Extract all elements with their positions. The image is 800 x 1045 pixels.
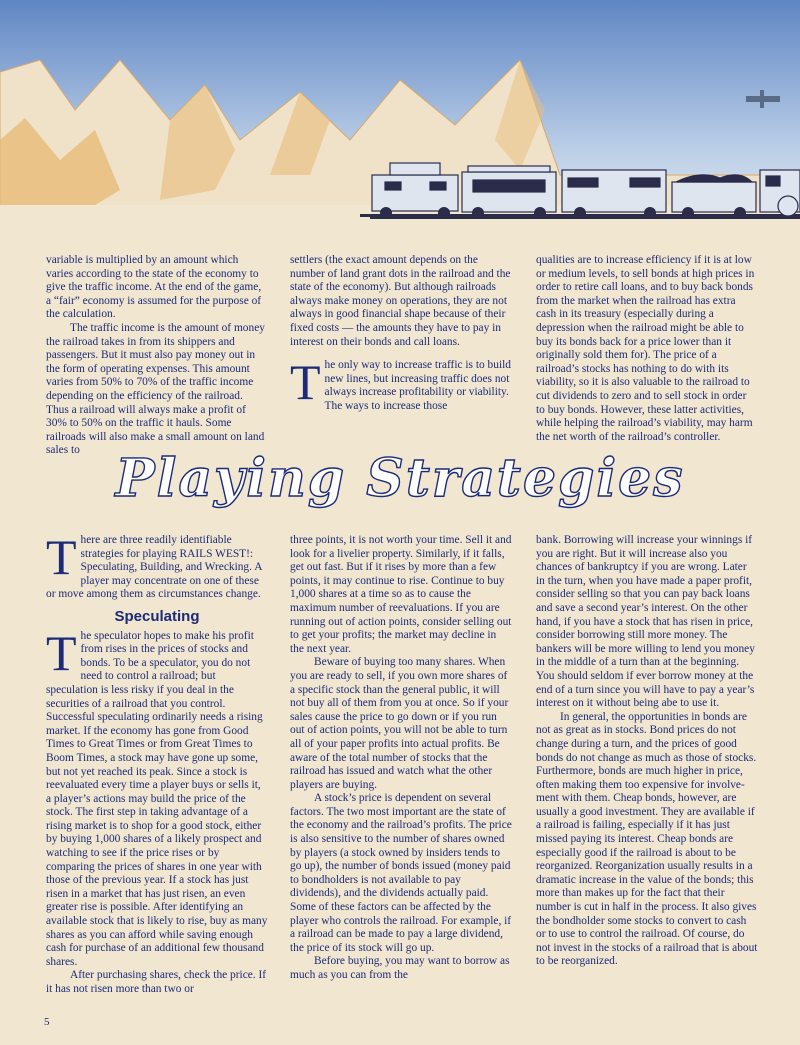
paragraph: In general, the opportunities in bonds are not as great as in stocks. Bond prices do not change during a turn, and the prices of good bonds do not change as much as those of stocks. Furthermore, bonds are much higher in price, often making them too expensive for involve-ment with them. Cheap bonds, however, are usually a good investment. They are available if a railroad is failing, especially if it has just missed paying its interest. Cheap bonds are especially good if the railroad is about to be reorganized. Reorganization usually results in a dramatic increase in the value of the bonds; this more than makes up for the fact that their number is cut in half in the process. It also gives the bondholder some stocks to convert to cash or to use to control the railroad. Of course, do not invest in the stocks of a railroad that is about to be reorganized. bbox=[536, 710, 758, 968]
passenger-car bbox=[462, 166, 556, 212]
paragraph: Before buying, you may want to borrow as much as you can from the bbox=[290, 955, 510, 981]
paragraph: three points, it is not worth your time. Sell it and look for a livelier property. Similarly, if it falls, get out fast. But if it rises by more than a few points, it may continue to rise. Continue to buy 1,000 shares at a time so as to cause the maximum number of reevaluations. If you are running out of action points, consider selling out to get your profits; the market may decline in the next year. bbox=[290, 534, 512, 655]
paragraph: Beware of buying too many shares. When you are ready to sell, if you own more shares of a specific stock than the general public, it will not buy all of them from you at once. So if your sales cause the price to go down or if you run out of action points, you will not be able to turn all of your paper profits into actual profits. Be aware of the total number of stocks that the railroad has issued and watch what the other players are buying. bbox=[290, 656, 509, 791]
paragraph: The speculator hopes to make his profit from rises in the prices of stocks and bonds. To be a speculator, you do not need to control a railroad; but speculation is less risky if you deal in the securities of a railroad that you control. Successful speculating ordinarily needs a rising market. If the economy has gone from Good Times to Great Times or from Great Times to Boom Times, a stock may have gone up some, but not yet reached its peak. Since a stock is reevaluated every time a player buys or sells it, a player’s actions may build the price of the stock. The first step in taking advantage of a rising market is to shop for a good stock, either by buying 1,000 shares of a likely prospect and watching to see if the price rises or by comparing the prices of shares in one year with those of the previous year. If a stock has just risen in a market that has just risen, an even greater rise is possible. After identifying an available stock that is likely to rise, buy as many shares as you can afford while saving enough cash for purchase of an additional few thousand shares. bbox=[46, 624, 268, 968]
top-column-1 bbox=[46, 254, 268, 458]
top-column-3 bbox=[536, 254, 758, 444]
box-car bbox=[562, 170, 666, 212]
bottom-column-1 bbox=[46, 529, 268, 997]
coal-car bbox=[672, 175, 756, 212]
bottom-column-3 bbox=[536, 534, 758, 969]
locomotive bbox=[760, 170, 800, 216]
page-number: 5 bbox=[44, 1016, 50, 1028]
paragraph: The only way to increase traffic is to build new lines, but increasing traffic does not always increase profitability or viability. The ways to increase those bbox=[290, 354, 511, 412]
drop-cap: T bbox=[290, 354, 321, 411]
train-mountain-illustration bbox=[0, 0, 800, 245]
drop-cap: T bbox=[46, 529, 77, 585]
intro-paragraph: There are three readily identifiable strategies for playing RAILS WEST!: Speculating, Building, and Wrecking. A player may concentrate on one of these or move among them as circumstances change. bbox=[46, 529, 262, 601]
paragraph: A stock’s price is dependent on several factors. The two most important are the state of the economy and the railroad’s profits. The price is also sensitive to the number of shares owned by players (a stock owned by insiders tends to go up), the number of bonds issued (money paid to bondholders is not available to pay dividends), and the dividends actually paid. Some of these factors can be affected by the player who controls the railroad. For example, if a railroad can be made to pay a large dividend, the price of its stock will go up. bbox=[290, 792, 512, 954]
drop-cap: T bbox=[46, 624, 77, 681]
paragraph: qualities are to increase efficiency if it is at low or medium levels, to sell bonds at high prices in order to retire call loans, and to buy back bonds from the market when the railroad has extra cash in its treasury (especially during a depression when the railroad might be able to buy its bonds back for a price lower than it originally sold them for). The price of a railroad’s stocks has nothing to do with its viability, so it is also valuable to the railroad to cut dividends to zero and to sell stock in order to buy bonds. However, these latter activities, while helping the railroad’s viability, may harm the net worth of the railroad’s controller. bbox=[536, 254, 755, 443]
paragraph: variable is multiplied by an amount which varies according to the state of the economy to give the traffic income. At the end of the game, a “fair” economy is assumed for the purpose of the calculation. bbox=[46, 254, 262, 321]
bottom-column-2 bbox=[290, 534, 512, 983]
paragraph: The traffic income is the amount of money the railroad takes in from its shippers and passengers. But it must also pay money out in the form of operating expenses. This amount varies from 50% to 70% of the traffic income depending on the efficiency of the railroad. Thus a railroad will always make a profit of 30% to 50% on the traffic it hauls. Some railroads will also make a small amount on land sales to bbox=[46, 321, 265, 457]
paragraph: settlers (the exact amount depends on the number of land grant dots in the railroad and the state of the economy). But although railroads always make money on operations, they are not always in good financial shape because of their fixed costs — the amounts they have to pay in interest on their bonds and call loans. bbox=[290, 254, 511, 348]
paragraph: bank. Borrowing will increase your winnings if you are right. But it will increase also you chances of bankruptcy if you are wrong. Later in the turn, when you have made a paper profit, consider selling so that you can pay back loans and save a second year’s interest. On the other hand, if you have a stock that has risen in price, consider borrowing still more money. The bankers will be more willing to lend you money in the middle of a turn than at the beginning. You should seldom if ever borrow money at the end of a turn since you will have to pay a year’s interest on it without being abe to use it. bbox=[536, 534, 755, 710]
paragraph: After purchasing shares, check the price. If it has not risen more than two or bbox=[46, 969, 267, 995]
subheading-speculating: Speculating bbox=[114, 607, 200, 625]
section-headline: Playing Strategies bbox=[115, 448, 685, 509]
top-column-2 bbox=[290, 254, 512, 414]
